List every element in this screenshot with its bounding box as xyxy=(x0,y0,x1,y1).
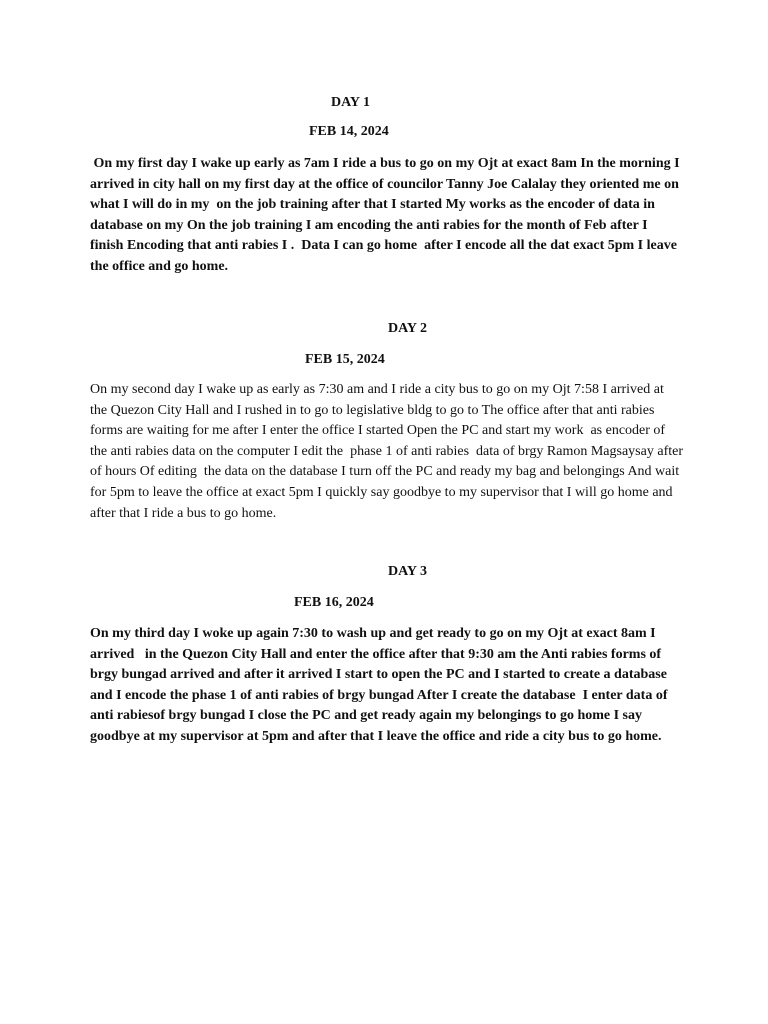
day-1-heading: DAY 1 xyxy=(331,95,371,110)
day-2-heading: DAY 2 xyxy=(388,321,428,336)
day-2-date: FEB 15, 2024 xyxy=(305,352,385,367)
day-3-heading: DAY 3 xyxy=(388,564,428,579)
day-2-paragraph: On my second day I wake up as early as 7:30 am and I ride a city bus to go on my Ojt 7:58 I arrived at the Quezon City Hall and I rushed in to go to legislative bldg to go to The office after that anti rabies forms are waiting for me after I enter the office I started Open the PC and start my work as encoder of the anti rabies data on the computer I edit the phase 1 of anti rabies data of brgy Ramon Magsaysay after of hours Of editing the data on the database I turn off the PC and ready my bag and belongings And wait for 5pm to leave the office at exact 5pm I quickly say goodbye to my supervisor that I will go home and after that I ride a bus to go home. xyxy=(90,382,687,521)
day-3-date: FEB 16, 2024 xyxy=(294,595,374,610)
day-1-paragraph: On my first day I wake up early as 7am I ride a bus to go on my Ojt at exact 8am In the morning I arrived in city hall on my first day at the office of councilor Tanny Joe Calalay they oriented me on what I will do in my on the job training after that I started My works as the encoder of data in database on my On the job training I am encoding the anti rabies for the month of Feb after I finish Encoding that anti rabies I . Data I can go home after I encode all the dat exact 5pm I leave the office and go home. xyxy=(90,156,684,274)
day-1-date: FEB 14, 2024 xyxy=(309,124,389,139)
day-3-paragraph: On my third day I woke up again 7:30 to wash up and get ready to go on my Ojt at exact 8am I arrived in the Quezon City Hall and enter the office after that 9:30 am the Anti rabies forms of brgy bungad arrived and after it arrived I start to open the PC and I started to create a database and I encode the phase 1 of anti rabies of brgy bungad After I create the database I enter data of anti rabiesof brgy bungad I close the PC and get ready again my belongings to go home I say goodbye at my supervisor at 5pm and after that I leave the office and ride a city bus to go home. xyxy=(90,626,671,744)
